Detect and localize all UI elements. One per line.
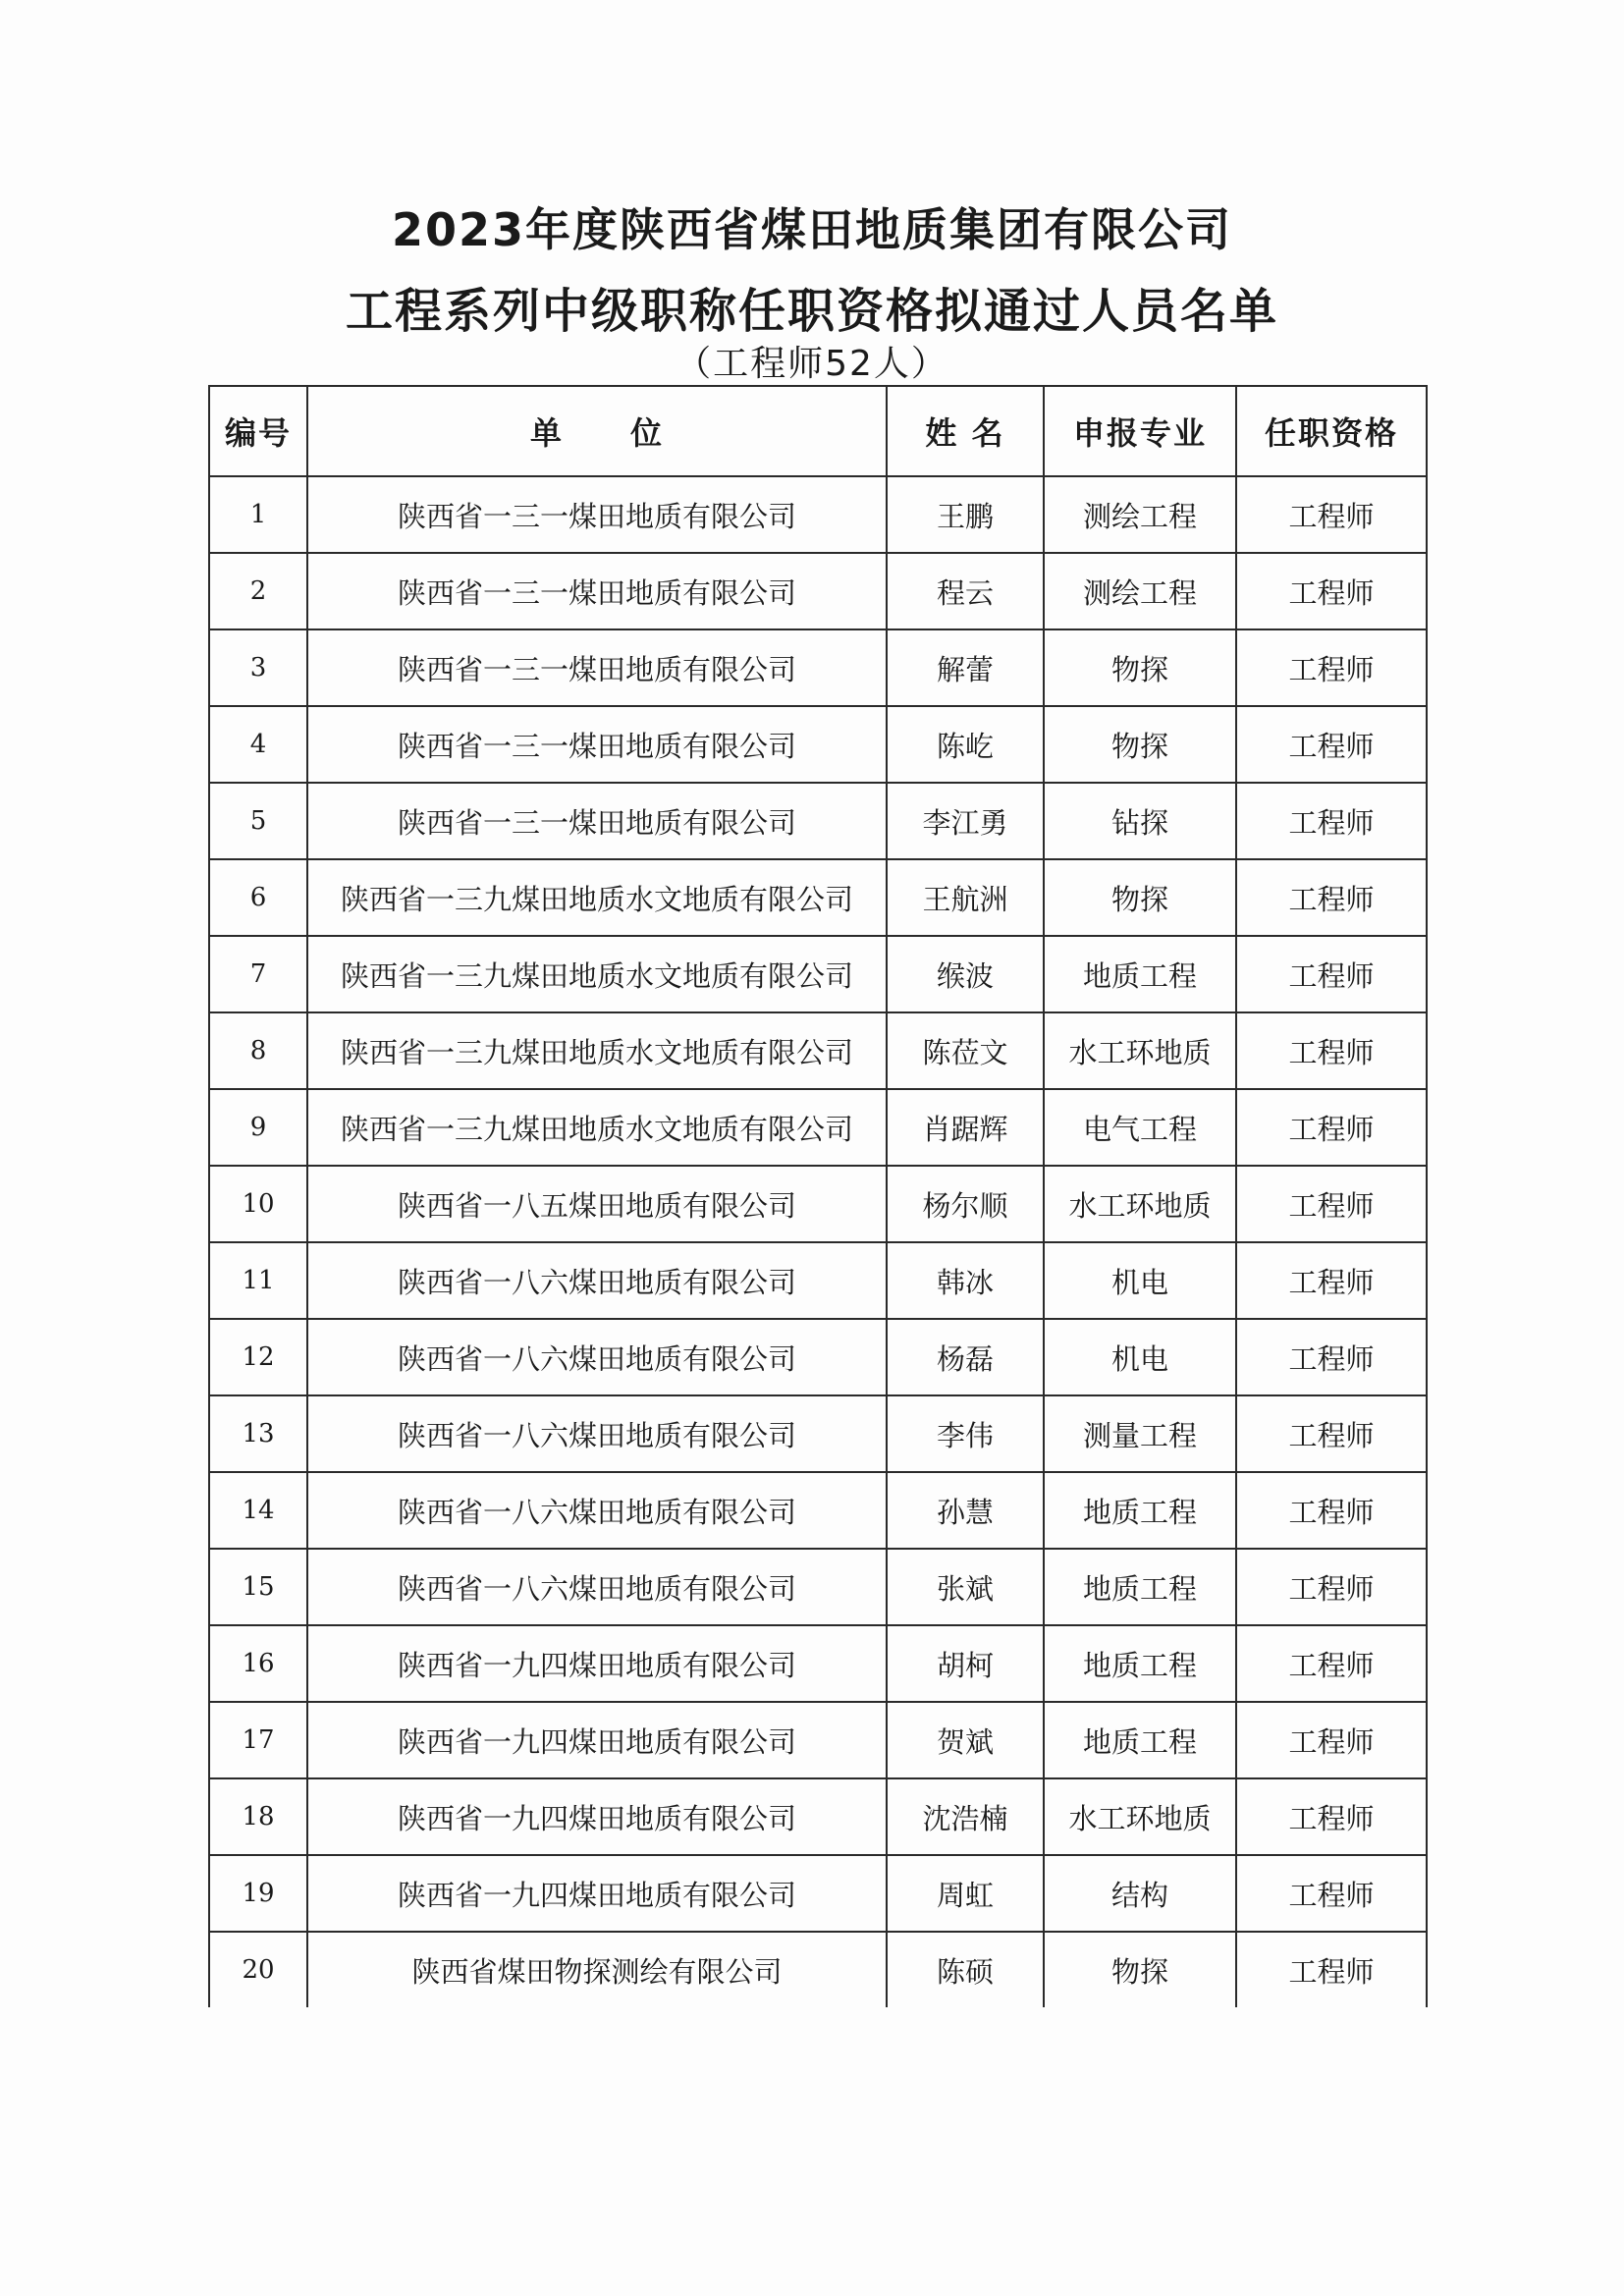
cell-name: 贺斌 xyxy=(887,1702,1044,1778)
cell-name: 程云 xyxy=(887,553,1044,629)
cell-name: 缑波 xyxy=(887,936,1044,1012)
cell-unit: 陕西省一九四煤田地质有限公司 xyxy=(307,1625,887,1702)
cell-name: 李江勇 xyxy=(887,783,1044,859)
table-row xyxy=(209,1855,1427,1932)
cell-major: 结构 xyxy=(1044,1855,1236,1932)
cell-unit: 陕西省一三一煤田地质有限公司 xyxy=(307,553,887,629)
cell-unit: 陕西省一八六煤田地质有限公司 xyxy=(307,1319,887,1395)
cell-major: 测绘工程 xyxy=(1044,553,1236,629)
cell-num: 19 xyxy=(209,1855,307,1932)
cell-qualification: 工程师 xyxy=(1236,1472,1427,1549)
table-row xyxy=(209,1166,1427,1242)
table-row xyxy=(209,1012,1427,1089)
cell-num: 3 xyxy=(209,629,307,706)
cell-unit: 陕西省一三九煤田地质水文地质有限公司 xyxy=(307,1089,887,1166)
cell-major: 地质工程 xyxy=(1044,1702,1236,1778)
cell-qualification: 工程师 xyxy=(1236,1242,1427,1319)
cell-unit: 陕西省一三一煤田地质有限公司 xyxy=(307,783,887,859)
cell-name: 杨磊 xyxy=(887,1319,1044,1395)
cell-num: 16 xyxy=(209,1625,307,1702)
table-row xyxy=(209,859,1427,936)
table-row xyxy=(209,476,1427,553)
cell-unit: 陕西省一三九煤田地质水文地质有限公司 xyxy=(307,1012,887,1089)
cell-unit: 陕西省一九四煤田地质有限公司 xyxy=(307,1855,887,1932)
cell-num: 18 xyxy=(209,1778,307,1855)
cell-qualification: 工程师 xyxy=(1236,1625,1427,1702)
cell-qualification: 工程师 xyxy=(1236,476,1427,553)
document-title-line1: 2023年度陕西省煤田地质集团有限公司 xyxy=(391,203,1233,256)
cell-name: 陈屹 xyxy=(887,706,1044,783)
cell-major: 测绘工程 xyxy=(1044,476,1236,553)
cell-num: 5 xyxy=(209,783,307,859)
cell-num: 10 xyxy=(209,1166,307,1242)
table-row xyxy=(209,1702,1427,1778)
cell-num: 20 xyxy=(209,1932,307,2007)
header-qualification: 任职资格 xyxy=(1236,386,1427,476)
cell-name: 陈莅文 xyxy=(887,1012,1044,1089)
cell-name: 肖踞辉 xyxy=(887,1089,1044,1166)
cell-num: 15 xyxy=(209,1549,307,1625)
table-row xyxy=(209,1549,1427,1625)
cell-major: 地质工程 xyxy=(1044,1549,1236,1625)
cell-qualification: 工程师 xyxy=(1236,629,1427,706)
cell-qualification: 工程师 xyxy=(1236,1089,1427,1166)
table-row xyxy=(209,1089,1427,1166)
cell-num: 14 xyxy=(209,1472,307,1549)
cell-qualification: 工程师 xyxy=(1236,1855,1427,1932)
table-row xyxy=(209,629,1427,706)
cell-unit: 陕西省一八六煤田地质有限公司 xyxy=(307,1242,887,1319)
table-row xyxy=(209,936,1427,1012)
cell-num: 4 xyxy=(209,706,307,783)
cell-num: 8 xyxy=(209,1012,307,1089)
cell-num: 12 xyxy=(209,1319,307,1395)
cell-qualification: 工程师 xyxy=(1236,783,1427,859)
cell-unit: 陕西省一三一煤田地质有限公司 xyxy=(307,629,887,706)
table-row xyxy=(209,1778,1427,1855)
table-row xyxy=(209,1932,1427,2007)
table-row xyxy=(209,1472,1427,1549)
cell-major: 机电 xyxy=(1044,1242,1236,1319)
cell-num: 13 xyxy=(209,1395,307,1472)
table-header-row xyxy=(209,386,1427,476)
table-row xyxy=(209,706,1427,783)
table-row xyxy=(209,1625,1427,1702)
roster-table xyxy=(208,385,1428,2007)
cell-unit: 陕西省一八六煤田地质有限公司 xyxy=(307,1549,887,1625)
cell-name: 李伟 xyxy=(887,1395,1044,1472)
cell-major: 水工环地质 xyxy=(1044,1012,1236,1089)
header-name: 姓 名 xyxy=(887,386,1044,476)
document-subtitle: （工程师52人） xyxy=(676,344,948,384)
cell-major: 地质工程 xyxy=(1044,1472,1236,1549)
cell-qualification: 工程师 xyxy=(1236,1932,1427,2007)
cell-qualification: 工程师 xyxy=(1236,1012,1427,1089)
table-row xyxy=(209,553,1427,629)
header-unit: 单 位 xyxy=(307,386,887,476)
cell-num: 1 xyxy=(209,476,307,553)
table-row xyxy=(209,783,1427,859)
cell-name: 胡柯 xyxy=(887,1625,1044,1702)
cell-num: 11 xyxy=(209,1242,307,1319)
cell-name: 解蕾 xyxy=(887,629,1044,706)
cell-num: 9 xyxy=(209,1089,307,1166)
cell-major: 物探 xyxy=(1044,1932,1236,2007)
cell-qualification: 工程师 xyxy=(1236,1319,1427,1395)
cell-unit: 陕西省一九四煤田地质有限公司 xyxy=(307,1778,887,1855)
cell-unit: 陕西省一八六煤田地质有限公司 xyxy=(307,1472,887,1549)
cell-major: 地质工程 xyxy=(1044,936,1236,1012)
cell-unit: 陕西省一九四煤田地质有限公司 xyxy=(307,1702,887,1778)
cell-unit: 陕西省一三九煤田地质水文地质有限公司 xyxy=(307,936,887,1012)
cell-qualification: 工程师 xyxy=(1236,706,1427,783)
cell-unit: 陕西省一三九煤田地质水文地质有限公司 xyxy=(307,859,887,936)
table-row xyxy=(209,1242,1427,1319)
cell-num: 7 xyxy=(209,936,307,1012)
cell-unit: 陕西省煤田物探测绘有限公司 xyxy=(307,1932,887,2007)
cell-qualification: 工程师 xyxy=(1236,1702,1427,1778)
cell-unit: 陕西省一八六煤田地质有限公司 xyxy=(307,1395,887,1472)
cell-qualification: 工程师 xyxy=(1236,1549,1427,1625)
cell-major: 水工环地质 xyxy=(1044,1778,1236,1855)
document-title-line2: 工程系列中级职称任职资格拟通过人员名单 xyxy=(345,284,1278,339)
cell-major: 地质工程 xyxy=(1044,1625,1236,1702)
cell-qualification: 工程师 xyxy=(1236,1395,1427,1472)
cell-qualification: 工程师 xyxy=(1236,1166,1427,1242)
cell-unit: 陕西省一三一煤田地质有限公司 xyxy=(307,706,887,783)
table-row xyxy=(209,1395,1427,1472)
cell-major: 物探 xyxy=(1044,706,1236,783)
cell-major: 物探 xyxy=(1044,859,1236,936)
cell-name: 周虹 xyxy=(887,1855,1044,1932)
cell-unit: 陕西省一八五煤田地质有限公司 xyxy=(307,1166,887,1242)
cell-name: 孙慧 xyxy=(887,1472,1044,1549)
header-num: 编号 xyxy=(209,386,307,476)
cell-major: 物探 xyxy=(1044,629,1236,706)
cell-major: 测量工程 xyxy=(1044,1395,1236,1472)
cell-qualification: 工程师 xyxy=(1236,859,1427,936)
cell-name: 沈浩楠 xyxy=(887,1778,1044,1855)
cell-name: 王航洲 xyxy=(887,859,1044,936)
cell-major: 水工环地质 xyxy=(1044,1166,1236,1242)
cell-name: 韩冰 xyxy=(887,1242,1044,1319)
header-major: 申报专业 xyxy=(1044,386,1236,476)
cell-num: 2 xyxy=(209,553,307,629)
cell-name: 陈硕 xyxy=(887,1932,1044,2007)
cell-name: 张斌 xyxy=(887,1549,1044,1625)
cell-qualification: 工程师 xyxy=(1236,1778,1427,1855)
cell-qualification: 工程师 xyxy=(1236,936,1427,1012)
cell-name: 王鹏 xyxy=(887,476,1044,553)
cell-unit: 陕西省一三一煤田地质有限公司 xyxy=(307,476,887,553)
cell-major: 机电 xyxy=(1044,1319,1236,1395)
roster-body xyxy=(209,476,1427,2007)
cell-num: 6 xyxy=(209,859,307,936)
table-row xyxy=(209,1319,1427,1395)
cell-num: 17 xyxy=(209,1702,307,1778)
cell-name: 杨尔顺 xyxy=(887,1166,1044,1242)
cell-major: 钻探 xyxy=(1044,783,1236,859)
cell-qualification: 工程师 xyxy=(1236,553,1427,629)
cell-major: 电气工程 xyxy=(1044,1089,1236,1166)
